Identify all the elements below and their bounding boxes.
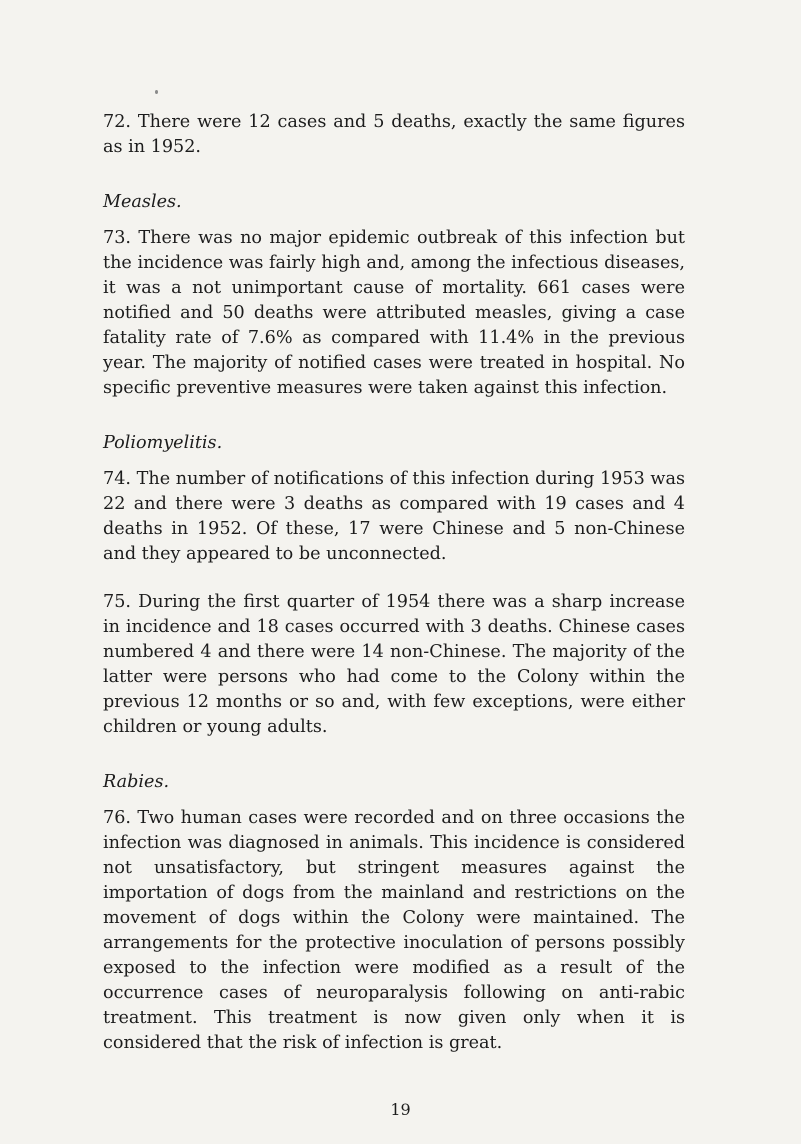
paragraph-75: 75. During the first quarter of 1954 there was a sharp increase in incidence and 18 cases occurred with 3 deaths. Chinese cases numbered 4 and there were 14 non-Chinese. The majority of the latter were persons who had come to the Colony within the previous 12 months or so and, with few exceptions, were either children or young adults. [103, 592, 685, 737]
paragraph-72: 72. There were 12 cases and 5 deaths, exactly the same figures as in 1952. [103, 112, 685, 157]
heading-measles: Measles. [103, 192, 182, 212]
document-body [103, 110, 685, 1056]
paragraph-73: 73. There was no major epidemic outbreak of this infection but the incidence was fairly high and, among the infectious diseases, it was a not unimportant cause of mortality. 661 cases were notified and 50 deaths were attributed measles, giving a case fatality rate of 7.6% as compared with 11.4% in the previous year. The majority of notified cases were treated in hospital. No specific preventive measures were taken against this infection. [103, 228, 685, 398]
heading-poliomyelitis: Poliomyelitis. [103, 433, 223, 453]
paragraph-74: 74. The number of notifications of this infection during 1953 was 22 and there were 3 deaths as compared with 19 cases and 4 deaths in 1952. Of these, 17 were Chinese and 5 non-Chinese and they appeared to be unconnected. [103, 469, 685, 564]
paragraph-76: 76. Two human cases were recorded and on three occasions the infection was diagnosed in animals. This incidence is considered not unsatisfactory, but stringent measures against the importation of dogs from the mainland and restrictions on the movement of dogs within the Colony were maintained. The arrangements for the protective inoculation of persons possibly exposed to the infection were modified as a result of the occurrence cases of neuroparalysis following on anti-rabic treatment. This treatment is now given only when it is considered that the risk of infection is great. [103, 808, 685, 1053]
print-speck [155, 90, 158, 94]
page-number: 19 [390, 1100, 411, 1119]
heading-rabies: Rabies. [103, 772, 170, 792]
